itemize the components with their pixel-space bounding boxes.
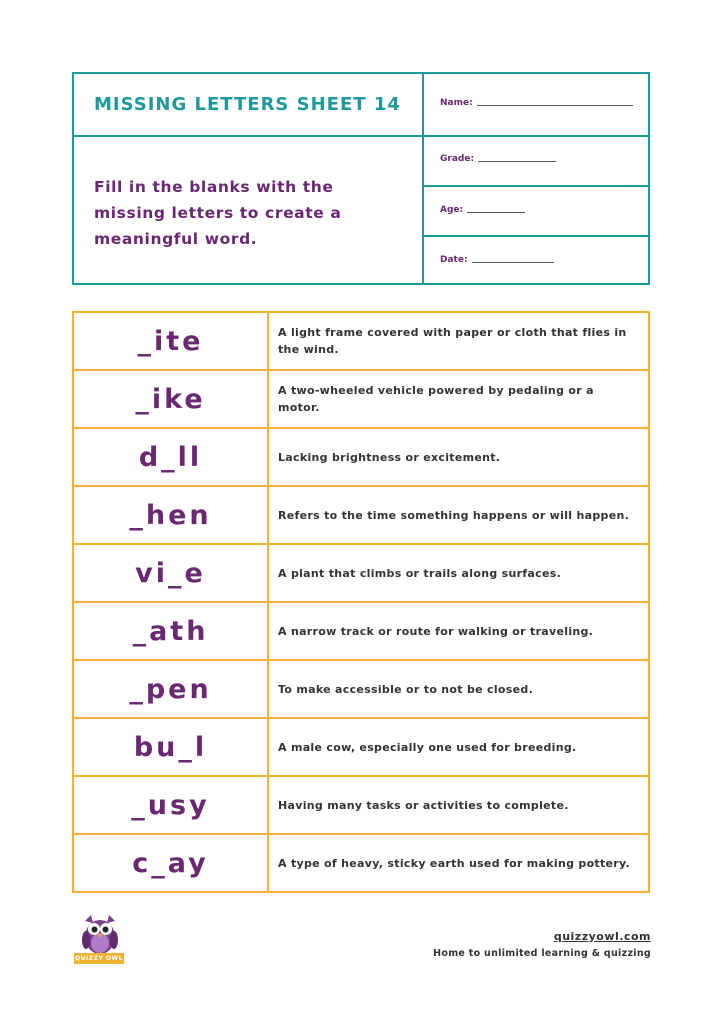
missing-letter-word: _ite [74, 313, 269, 369]
name-field[interactable] [440, 98, 633, 108]
table-row [74, 487, 648, 545]
table-row [74, 371, 648, 429]
word-definition: Having many tasks or activities to complete. [278, 798, 569, 812]
header-divider-grade [424, 185, 650, 187]
missing-letter-word: _hen [74, 487, 269, 543]
header-divider-age [424, 235, 650, 237]
word-definition: A type of heavy, sticky earth used for making pottery. [278, 856, 630, 870]
word-definition: A two-wheeled vehicle powered by pedaling or a motor. [278, 384, 594, 414]
grade-blank-line[interactable] [478, 160, 556, 162]
table-row [74, 313, 648, 371]
missing-letter-word: bu_l [74, 719, 269, 775]
missing-letter-word: _ike [74, 371, 269, 427]
table-row [74, 603, 648, 661]
table-row [74, 835, 648, 891]
table-row [74, 719, 648, 777]
missing-letter-word: c_ay [74, 835, 269, 891]
word-definition: A plant that climbs or trails along surfaces. [278, 566, 562, 580]
word-definition: A light frame covered with paper or cloth that flies in the wind. [278, 326, 627, 356]
word-definition: Refers to the time something happens or will happen. [278, 508, 630, 522]
header-divider-title [74, 135, 650, 137]
age-blank-line[interactable] [467, 211, 525, 213]
word-definition: To make accessible or to not be closed. [278, 682, 534, 696]
instructions-text: Fill in the blanks with the missing letters to create a meaningful word. [94, 178, 342, 248]
table-row [74, 661, 648, 719]
tagline: Home to unlimited learning & quizzing [433, 948, 651, 959]
word-definition: A male cow, especially one used for breeding. [278, 740, 577, 754]
missing-letter-word: _usy [74, 777, 269, 833]
worksheet-header [72, 72, 650, 285]
date-label: Date: [440, 255, 468, 265]
missing-letter-word: _ath [74, 603, 269, 659]
word-definition: Lacking brightness or excitement. [278, 450, 501, 464]
word-definition: A narrow track or route for walking or traveling. [278, 624, 594, 638]
date-field[interactable] [440, 255, 554, 265]
logo-banner: QUIZZY OWL [75, 955, 123, 962]
missing-letter-word: _pen [74, 661, 269, 717]
name-label: Name: [440, 98, 473, 108]
date-blank-line[interactable] [472, 261, 554, 263]
grade-label: Grade: [440, 154, 475, 164]
grade-field[interactable] [440, 154, 556, 164]
age-label: Age: [440, 205, 464, 215]
missing-letter-word: vi_e [74, 545, 269, 601]
name-blank-line[interactable] [477, 104, 633, 106]
header-divider-vertical [422, 74, 424, 283]
missing-letter-word: d_ll [74, 429, 269, 485]
age-field[interactable] [440, 205, 525, 215]
table-row [74, 777, 648, 835]
missing-letters-table [72, 311, 650, 893]
table-row [74, 545, 648, 603]
table-row [74, 429, 648, 487]
site-link[interactable]: quizzyowl.com [553, 930, 651, 943]
page-title: MISSING LETTERS SHEET 14 [94, 94, 401, 115]
